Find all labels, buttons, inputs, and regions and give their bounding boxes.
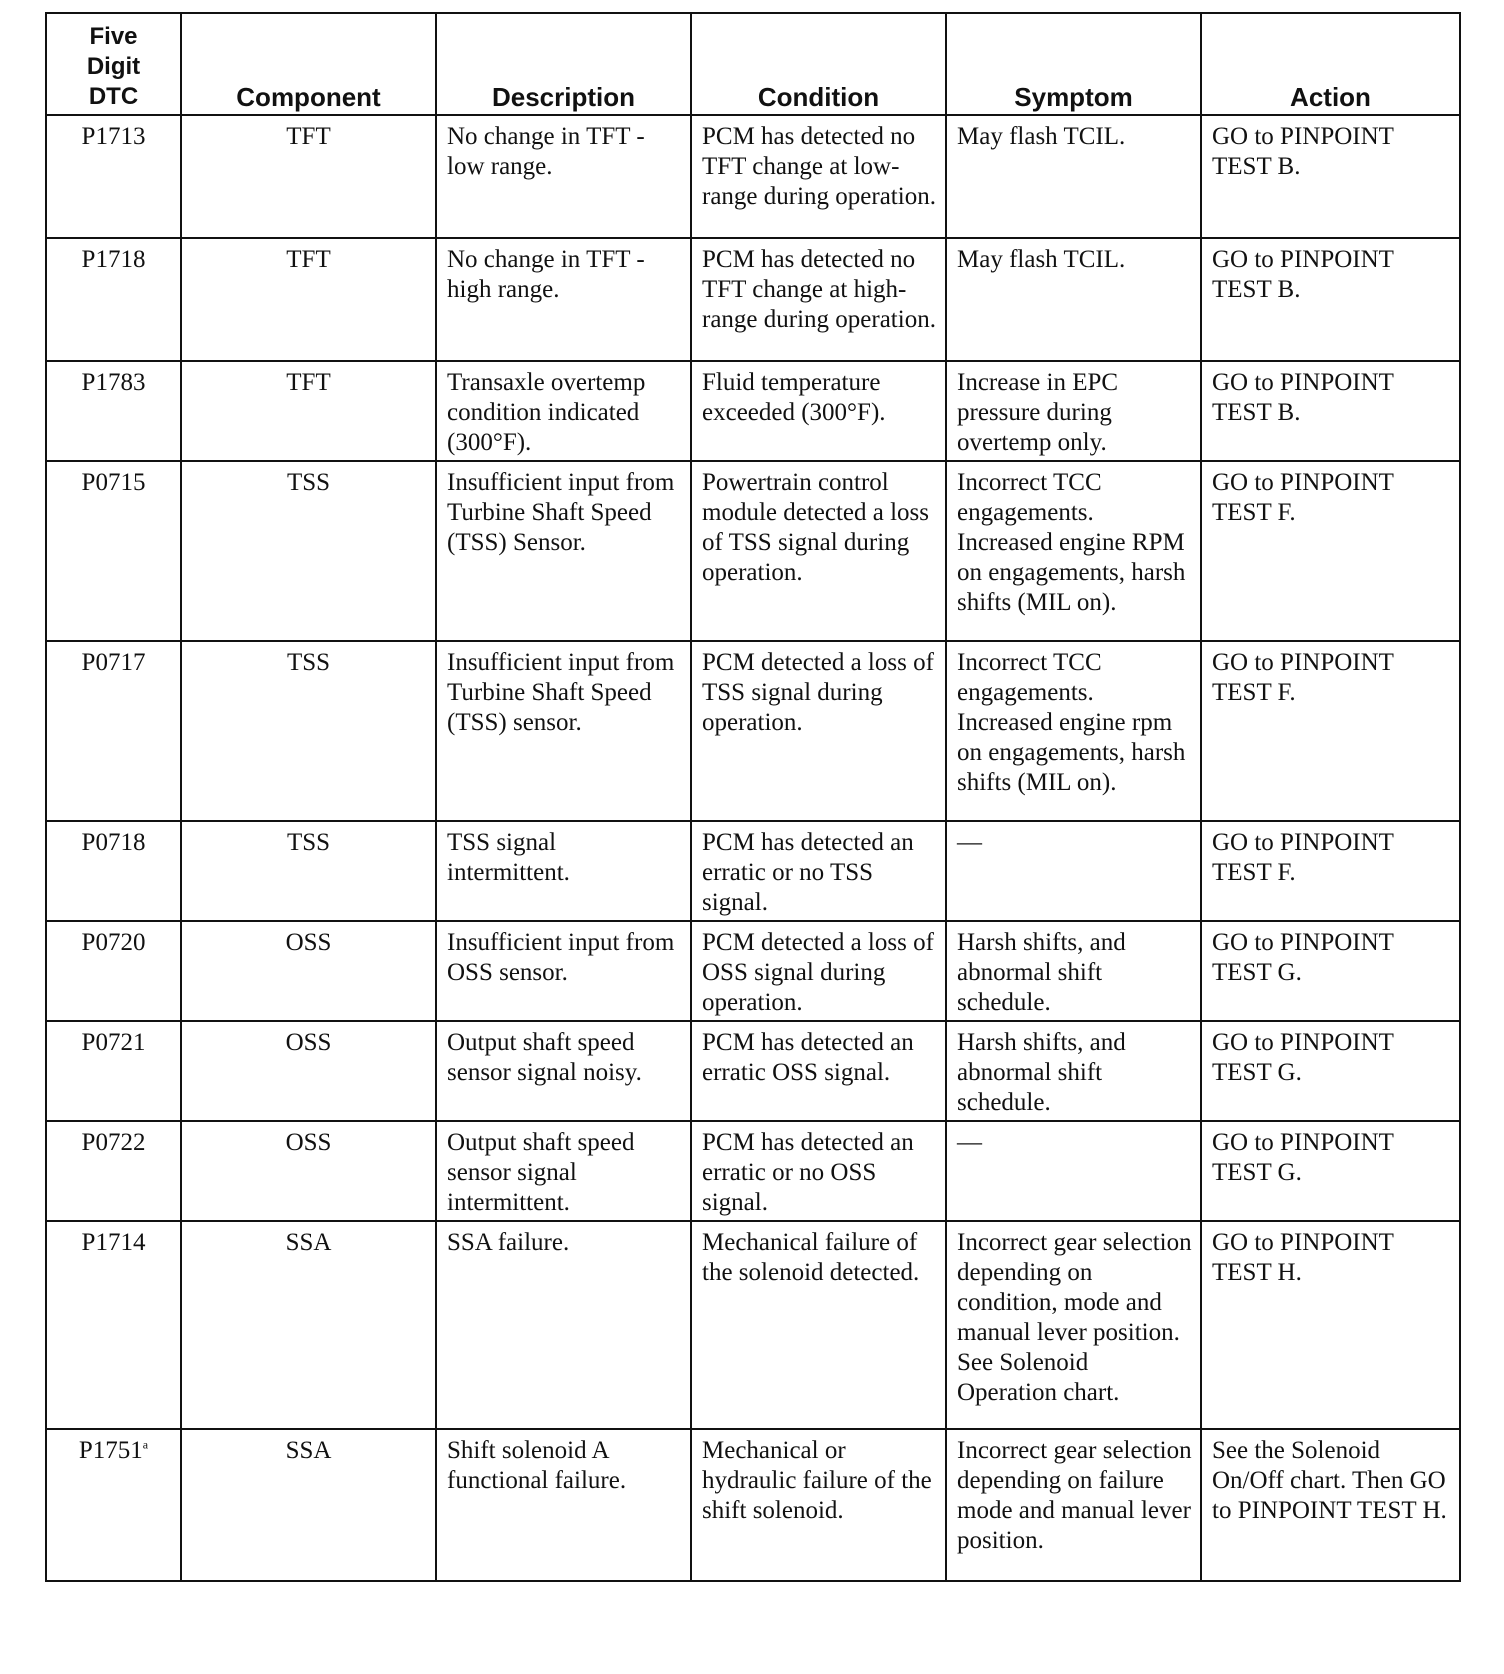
table-row bbox=[46, 1021, 1460, 1121]
action-cell: GO to PINPOINT TEST G. bbox=[1201, 1021, 1460, 1121]
component-cell: SSA bbox=[181, 1221, 436, 1429]
table-row bbox=[46, 921, 1460, 1021]
component-cell: TSS bbox=[181, 821, 436, 921]
component-cell: OSS bbox=[181, 1121, 436, 1221]
condition-cell: PCM has detected no TFT change at low-range during operation. bbox=[691, 115, 946, 238]
action-cell: GO to PINPOINT TEST F. bbox=[1201, 641, 1460, 821]
condition-cell: PCM has detected an erratic OSS signal. bbox=[691, 1021, 946, 1121]
condition-cell: PCM detected a loss of TSS signal during operation. bbox=[691, 641, 946, 821]
header-dtc-line3: DTC bbox=[88, 83, 139, 110]
component-cell: TFT bbox=[181, 115, 436, 238]
action-cell: GO to PINPOINT TEST G. bbox=[1201, 921, 1460, 1021]
condition-cell: PCM has detected no TFT change at high-range during operation. bbox=[691, 238, 946, 361]
header-description: Description bbox=[436, 13, 691, 115]
dtc-code-cell: P0717 bbox=[46, 641, 181, 821]
condition-cell: PCM has detected an erratic or no OSS signal. bbox=[691, 1121, 946, 1221]
condition-cell: PCM detected a loss of OSS signal during operation. bbox=[691, 921, 946, 1021]
dtc-code-cell: P0720 bbox=[46, 921, 181, 1021]
component-cell: TFT bbox=[181, 238, 436, 361]
table-row bbox=[46, 461, 1460, 641]
description-cell: Insufficient input from OSS sensor. bbox=[436, 921, 691, 1021]
dtc-code-cell: P1783 bbox=[46, 361, 181, 461]
action-cell: GO to PINPOINT TEST F. bbox=[1201, 461, 1460, 641]
description-cell: No change in TFT - high range. bbox=[436, 238, 691, 361]
table-row bbox=[46, 115, 1460, 238]
description-cell: SSA failure. bbox=[436, 1221, 691, 1429]
dtc-code-cell: P0715 bbox=[46, 461, 181, 641]
condition-cell: Fluid temperature exceeded (300°F). bbox=[691, 361, 946, 461]
component-cell: OSS bbox=[181, 1021, 436, 1121]
dtc-code-cell bbox=[46, 1429, 181, 1581]
action-cell: GO to PINPOINT TEST F. bbox=[1201, 821, 1460, 921]
symptom-cell: May flash TCIL. bbox=[946, 115, 1201, 238]
header-dtc-line1: Five bbox=[89, 23, 138, 50]
description-cell: Output shaft speed sensor signal noisy. bbox=[436, 1021, 691, 1121]
description-cell: Output shaft speed sensor signal intermittent. bbox=[436, 1121, 691, 1221]
component-cell: OSS bbox=[181, 921, 436, 1021]
footnote-mark: a bbox=[142, 1437, 149, 1452]
symptom-cell: Increase in EPC pressure during overtemp only. bbox=[946, 361, 1201, 461]
header-component: Component bbox=[181, 13, 436, 115]
table-row bbox=[46, 641, 1460, 821]
description-cell: Insufficient input from Turbine Shaft Speed (TSS) Sensor. bbox=[436, 461, 691, 641]
symptom-cell: Harsh shifts, and abnormal shift schedule. bbox=[946, 1021, 1201, 1121]
description-cell: Insufficient input from Turbine Shaft Speed (TSS) sensor. bbox=[436, 641, 691, 821]
header-dtc-line2: Digit bbox=[86, 53, 141, 80]
header-action: Action bbox=[1201, 13, 1460, 115]
action-cell: GO to PINPOINT TEST G. bbox=[1201, 1121, 1460, 1221]
table-header bbox=[46, 13, 1460, 115]
description-cell: Shift solenoid A functional failure. bbox=[436, 1429, 691, 1581]
symptom-cell: Incorrect gear selection depending on failure mode and manual lever position. bbox=[946, 1429, 1201, 1581]
table-row bbox=[46, 238, 1460, 361]
dtc-code-cell: P1713 bbox=[46, 115, 181, 238]
table-body bbox=[46, 115, 1460, 1581]
symptom-cell: — bbox=[946, 1121, 1201, 1221]
symptom-cell: — bbox=[946, 821, 1201, 921]
header-symptom: Symptom bbox=[946, 13, 1201, 115]
action-cell: GO to PINPOINT TEST B. bbox=[1201, 238, 1460, 361]
dtc-code-cell: P0722 bbox=[46, 1121, 181, 1221]
dtc-table bbox=[45, 12, 1461, 1582]
component-cell: TSS bbox=[181, 641, 436, 821]
header-condition: Condition bbox=[691, 13, 946, 115]
description-cell: No change in TFT - low range. bbox=[436, 115, 691, 238]
condition-cell: Mechanical failure of the solenoid detected. bbox=[691, 1221, 946, 1429]
dtc-code-cell: P0718 bbox=[46, 821, 181, 921]
condition-cell: Mechanical or hydraulic failure of the shift solenoid. bbox=[691, 1429, 946, 1581]
condition-cell: Powertrain control module detected a loss of TSS signal during operation. bbox=[691, 461, 946, 641]
component-cell: TFT bbox=[181, 361, 436, 461]
symptom-cell: Incorrect gear selection depending on condition, mode and manual lever position. See Solenoid Operation chart. bbox=[946, 1221, 1201, 1429]
symptom-cell: Incorrect TCC engagements. Increased engine RPM on engagements, harsh shifts (MIL on). bbox=[946, 461, 1201, 641]
symptom-cell: May flash TCIL. bbox=[946, 238, 1201, 361]
component-cell: SSA bbox=[181, 1429, 436, 1581]
dtc-code-text: P1751 bbox=[78, 1437, 143, 1464]
dtc-code-cell: P1718 bbox=[46, 238, 181, 361]
table-row bbox=[46, 1221, 1460, 1429]
table-row bbox=[46, 1121, 1460, 1221]
condition-cell: PCM has detected an erratic or no TSS signal. bbox=[691, 821, 946, 921]
action-cell: GO to PINPOINT TEST B. bbox=[1201, 115, 1460, 238]
table-row bbox=[46, 821, 1460, 921]
table-row bbox=[46, 1429, 1460, 1581]
symptom-cell: Harsh shifts, and abnormal shift schedule. bbox=[946, 921, 1201, 1021]
description-cell: TSS signal intermittent. bbox=[436, 821, 691, 921]
action-cell: See the Solenoid On/Off chart. Then GO to PINPOINT TEST H. bbox=[1201, 1429, 1460, 1581]
dtc-table-page bbox=[45, 12, 1459, 1582]
table-row bbox=[46, 361, 1460, 461]
description-cell: Transaxle overtemp condition indicated (300°F). bbox=[436, 361, 691, 461]
action-cell: GO to PINPOINT TEST H. bbox=[1201, 1221, 1460, 1429]
dtc-code-cell: P0721 bbox=[46, 1021, 181, 1121]
header-dtc bbox=[46, 13, 181, 115]
component-cell: TSS bbox=[181, 461, 436, 641]
dtc-code-cell: P1714 bbox=[46, 1221, 181, 1429]
header-row bbox=[46, 13, 1460, 115]
symptom-cell: Incorrect TCC engagements. Increased engine rpm on engagements, harsh shifts (MIL on). bbox=[946, 641, 1201, 821]
action-cell: GO to PINPOINT TEST B. bbox=[1201, 361, 1460, 461]
